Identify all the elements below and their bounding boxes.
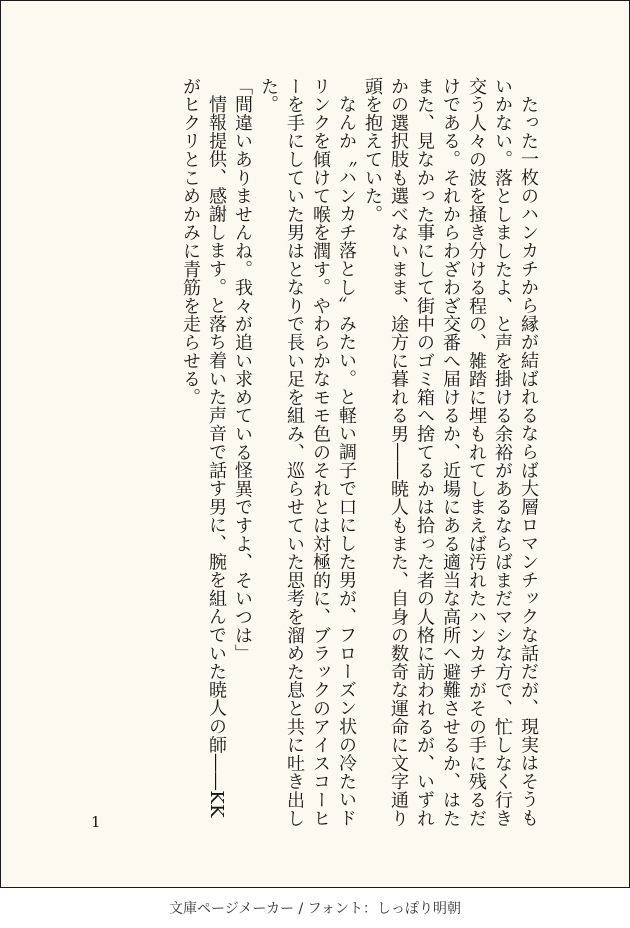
footer-credit: 文庫ページメーカー / フォント：しっぽり明朝 <box>0 888 630 928</box>
paragraph-3: 情報提供、感謝します。と落ち着いた声音で話す男に、腕を組んでいた暁人の師――KKがヒクリとこめかみに青筋を走らせる。 <box>180 77 227 818</box>
page-number: 1 <box>91 813 101 831</box>
dialogue-quote: 「間違いありませんね。我々が追い求めている怪異ですよ、そいつは」 <box>232 77 253 663</box>
paragraph-2: なんか〝ハンカチ落とし〟みたい。と軽い調子で口にした男が、フローズン状の冷たいドリンクを傾けて喉を潤す。やわらかなモモ色のそれとは対極的に、ブラックのアイスコーヒーを手にしていた男はとなりで長い足を組み、巡らせていた思考を溜めた息と共に吐き出した。 <box>258 77 357 828</box>
paragraph-1: たった一枚のハンカチから縁が結ばれるならば大層ロマンチックな話だが、現実はそうもいかない。落としましたよ、と声を掛ける余裕があるならばまだマシな方で、忙しなく行き交う人々の波を掻き分ける程の、雑踏に埋もれてしまえば汚れたハンカチがその手に残るだけである。それからわざわざ交番へ届けるか、近場にある適当な高所へ避難させるか、はたまた、見なかった事にして街中のゴミ箱へ捨てるかは拾った者の人格に訪われるが、いずれかの選択肢も選べないまま、途方に暮れる男――暁人もまた、自身の数奇な運命に文字通り頭を抱えていた。 <box>362 77 539 828</box>
body-text <box>177 77 541 829</box>
